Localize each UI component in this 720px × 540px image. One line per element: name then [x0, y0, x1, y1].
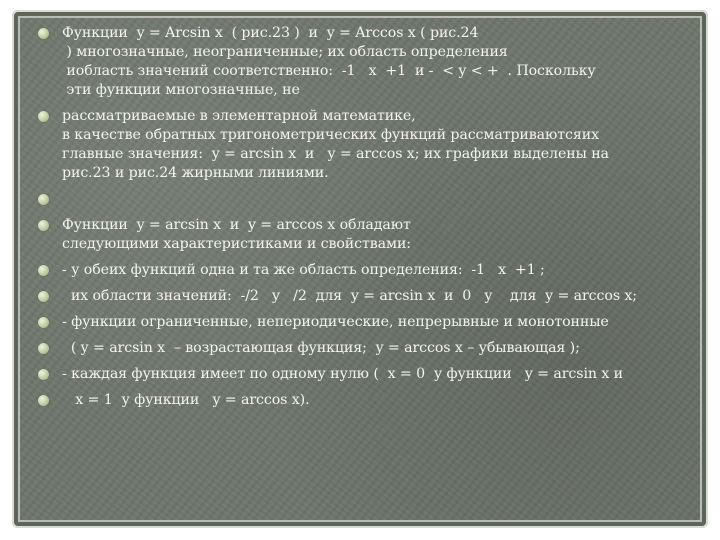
list-item — [34, 339, 694, 358]
bullet-icon — [38, 220, 49, 231]
list-item — [34, 365, 694, 384]
bullet-icon — [38, 291, 49, 302]
list-item — [34, 24, 694, 100]
list-item-text: рассматриваемые в элементарной математике, в качестве обратных тригонометрических функций рассматриваютсяих главные значения: y = arcsin x и y = arccos x; их графики выделены на рис.23 и рис.24 жирными линиями. — [62, 108, 609, 181]
bullet-icon — [38, 194, 49, 205]
list-item — [34, 261, 694, 280]
bullet-icon — [38, 111, 49, 122]
bullet-icon — [38, 369, 49, 380]
list-item-text: Функции y = Arcsin x ( рис.23 ) и y = Arccos x ( рис.24 ) многозначные, неограниченные; их область определения иобласть значений соответственно: -1 x +1 и - < y < + . Поскольку эти функции многозначные, не — [62, 25, 596, 98]
list-item — [34, 287, 694, 306]
list-item — [34, 107, 694, 183]
list-item-text: - у обеих функций одна и та же область определения: -1 x +1 ; — [62, 262, 545, 278]
list-item-text: - каждая функция имеет по одному нулю ( x = 0 у функции y = arcsin x и — [62, 366, 623, 382]
bullet-icon — [38, 28, 49, 39]
list-item-text: x = 1 у функции y = arccos x). — [62, 392, 310, 408]
list-item — [34, 216, 694, 254]
list-item-text: - функции ограниченные, непериодические, непрерывные и монотонные — [62, 314, 609, 330]
bullet-list — [34, 24, 694, 417]
bullet-icon — [38, 395, 49, 406]
bullet-icon — [38, 265, 49, 276]
list-item-text: ( y = arcsin x – возрастающая функция; y = arccos x – убывающая ); — [62, 340, 580, 356]
list-item — [34, 190, 694, 209]
slide-background — [12, 10, 708, 528]
bullet-icon — [38, 343, 49, 354]
list-item — [34, 313, 694, 332]
bullet-icon — [38, 317, 49, 328]
list-item-text: их области значений: -/2 y /2 для y = arcsin x и 0 y для y = arccos x; — [62, 288, 637, 304]
list-item — [34, 391, 694, 410]
list-item-text: Функции y = arcsin x и y = arccos x обладают следующими характеристиками и свойствами: — [62, 217, 411, 252]
